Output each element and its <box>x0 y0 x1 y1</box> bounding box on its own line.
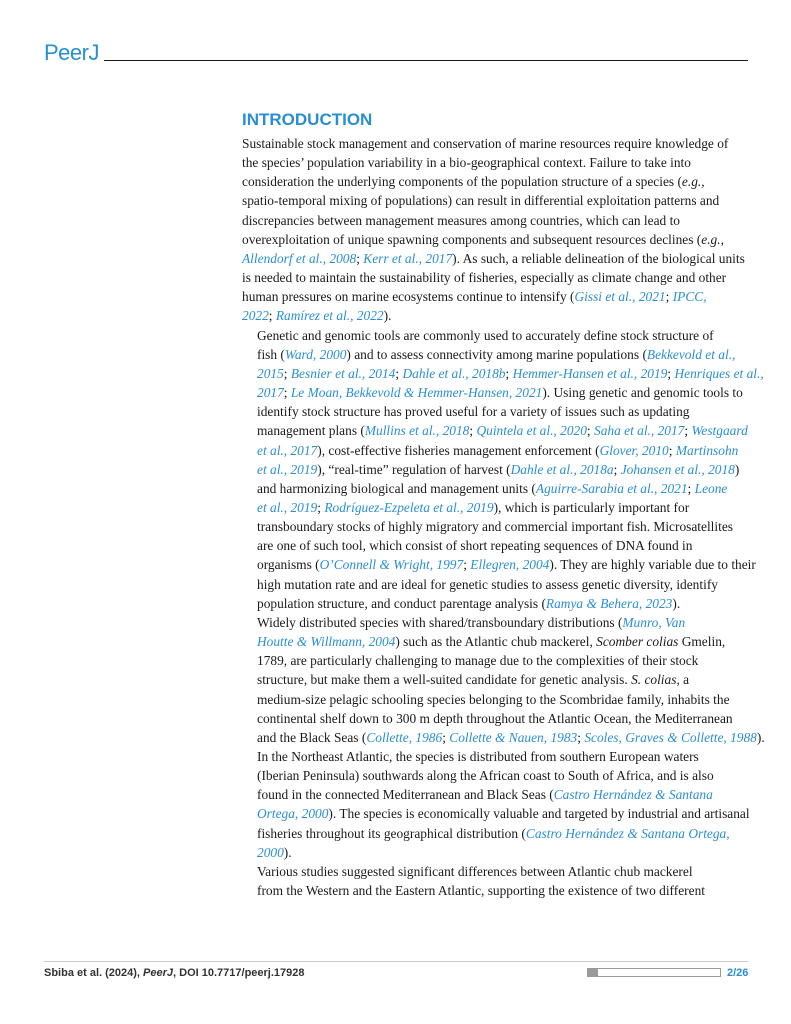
text-line <box>242 326 748 345</box>
citation-link[interactable]: Ortega, 2000 <box>257 806 329 822</box>
text-segment: ; <box>317 499 325 515</box>
citation-link[interactable]: Mullins et al., 2018 <box>364 423 470 439</box>
text-segment: ; <box>577 729 585 745</box>
text-line <box>242 460 748 479</box>
page-number: 2/26 <box>727 967 749 979</box>
text-segment: ; <box>283 365 291 381</box>
text-segment: ). <box>383 308 392 324</box>
citation-link[interactable]: IPCC, <box>672 289 707 305</box>
text-segment: ), “real-time” regulation of harvest ( <box>317 461 511 477</box>
paragraph-4 <box>242 862 748 900</box>
citation-link[interactable]: 2022 <box>242 308 269 324</box>
text-line <box>242 421 748 440</box>
text-segment: ). <box>672 595 681 611</box>
text-segment: are one of such tool, which consist of short repeating sequences of DNA found in <box>257 538 693 554</box>
text-segment: and the Black Seas ( <box>257 729 367 745</box>
text-segment: Various studies suggested significant differences between Atlantic chub mackerel <box>257 863 693 879</box>
section-title: INTRODUCTION <box>242 110 373 129</box>
text-line <box>242 690 748 709</box>
citation-link[interactable]: Allendorf et al., 2008 <box>242 250 357 266</box>
citation-link[interactable]: Rodríguez-Ezpeleta et al., 2019 <box>324 499 494 515</box>
text-segment: medium-size pelagic schooling species belonging to the Scombridae family, inhabits the <box>257 691 730 707</box>
text-line <box>242 862 748 881</box>
text-segment: ), cost-effective fisheries management enforcement ( <box>317 442 600 458</box>
page-progress-fill <box>588 969 598 976</box>
text-segment: In the Northeast Atlantic, the species is distributed from southern European waters <box>257 749 699 764</box>
text-line <box>242 747 748 766</box>
italic-term: e.g. <box>701 231 721 247</box>
text-segment: Gmelin, <box>678 634 726 650</box>
text-segment: fish ( <box>257 346 285 362</box>
citation-link[interactable]: et al., 2017 <box>257 442 318 458</box>
text-line <box>242 230 748 249</box>
text-segment: overexploitation of unique spawning components and subsequent resources declines ( <box>242 231 702 247</box>
text-segment: ; <box>667 365 675 381</box>
citation-link[interactable]: Ward, 2000 <box>284 346 347 362</box>
text-line <box>242 517 748 536</box>
text-segment: ; <box>463 557 471 573</box>
text-line <box>242 632 748 651</box>
citation-link[interactable]: O’Connell & Wright, 1997 <box>319 557 464 573</box>
citation-link[interactable]: 2017 <box>257 385 284 401</box>
text-line <box>242 670 748 689</box>
text-line <box>242 881 748 900</box>
citation-link[interactable]: Collette, 1986 <box>366 729 443 745</box>
text-segment: Genetic and genomic tools are commonly used to accurately define stock structure of <box>257 327 714 343</box>
citation-link[interactable]: Le Moan, Bekkevold & Hemmer-Hansen, 2021 <box>290 385 543 401</box>
citation-link[interactable]: Besnier et al., 2014 <box>290 365 396 381</box>
article-body <box>242 134 765 900</box>
footer-journal: PeerJ <box>143 967 174 979</box>
text-line <box>242 709 748 728</box>
citation-link[interactable]: Dahle et al., 2018a <box>510 461 614 477</box>
citation-link[interactable]: Munro, Van <box>622 614 686 630</box>
text-segment: ; <box>668 442 676 458</box>
text-segment: ; <box>395 365 403 381</box>
citation-link[interactable]: Castro Hernández & Santana Ortega, <box>525 825 730 841</box>
text-segment: organisms ( <box>257 557 320 573</box>
text-line <box>242 134 748 153</box>
citation-link[interactable]: Martinsohn <box>675 442 739 458</box>
text-line <box>242 785 748 804</box>
text-line <box>242 498 748 517</box>
text-line <box>242 441 748 460</box>
footer-authors: Sbiba et al. (2024), <box>44 967 144 979</box>
text-segment: management plans ( <box>257 423 365 439</box>
italic-term: S. colias <box>631 672 677 688</box>
text-line <box>242 613 748 632</box>
text-segment: ; <box>665 289 673 305</box>
citation-link[interactable]: Dahle et al., 2018b <box>402 365 506 381</box>
citation-link[interactable]: 2000 <box>257 844 284 860</box>
text-segment: ; <box>356 250 364 266</box>
footer-rule <box>44 961 748 962</box>
text-segment: consideration the underlying components of the population structure of a species ( <box>242 174 682 190</box>
text-segment: ), which is particularly important for <box>493 499 690 515</box>
citation-link[interactable]: et al., 2019 <box>257 499 318 515</box>
citation-link[interactable]: Westgaard <box>691 423 748 439</box>
text-line <box>242 804 748 823</box>
citation-link[interactable]: Collette & Nauen, 1983 <box>449 729 578 745</box>
text-segment: structure, but make them a well-suited candidate for genetic analysis. <box>257 672 632 688</box>
citation-link[interactable]: Aguirre-Sarabia et al., 2021 <box>535 480 688 496</box>
text-segment: from the Western and the Eastern Atlantic, supporting the existence of two different <box>257 883 705 899</box>
text-line <box>242 211 748 230</box>
text-line <box>242 479 748 498</box>
text-segment: ). As such, a reliable delineation of the biological units <box>452 250 745 266</box>
citation-link[interactable]: Kerr et al., 2017 <box>363 250 453 266</box>
peerj-logo[interactable]: PeerJ <box>44 40 99 65</box>
footer-citation <box>44 967 305 980</box>
citation-link[interactable]: Quintela et al., 2020 <box>476 423 587 439</box>
citation-link[interactable]: Henriques et al., <box>674 365 764 381</box>
citation-link[interactable]: et al., 2019 <box>257 461 318 477</box>
text-line <box>242 766 748 785</box>
text-line <box>242 824 748 843</box>
text-segment: , a <box>676 672 690 688</box>
text-segment: ; <box>283 385 291 401</box>
text-segment: transboundary stocks of highly migratory and commercial important fish. Microsatellites <box>257 519 734 535</box>
text-segment: ; <box>684 423 692 439</box>
text-line <box>242 287 748 306</box>
text-segment: ; <box>469 423 477 439</box>
text-segment: ; <box>442 729 450 745</box>
text-segment: Sustainable stock management and conservation of marine resources require knowledge of <box>242 136 729 151</box>
text-segment: high mutation rate and are ideal for genetic studies to assess genetic diversity, identify <box>257 576 718 592</box>
text-segment: ). The species is economically valuable and targeted by industrial and artisanal <box>328 806 750 822</box>
text-line <box>242 172 748 191</box>
text-line <box>242 843 748 862</box>
text-segment: found in the connected Mediterranean and Black Seas ( <box>257 787 554 803</box>
citation-link[interactable]: Gissi et al., 2021 <box>574 289 666 305</box>
text-line <box>242 594 748 613</box>
italic-term: Scomber colias <box>596 634 679 650</box>
text-segment: , <box>720 231 724 247</box>
text-segment: ) <box>734 461 740 477</box>
text-line <box>242 345 748 364</box>
paragraph-1 <box>242 134 748 326</box>
text-segment: ; <box>613 461 621 477</box>
citation-link[interactable]: Scoles, Graves & Collette, 1988 <box>584 729 757 745</box>
text-segment: 1789, are particularly challenging to manage due to the complexities of their stock <box>257 653 699 669</box>
text-segment: Widely distributed species with shared/transboundary distributions ( <box>257 614 623 630</box>
citation-link[interactable]: Leone <box>694 480 728 496</box>
citation-link[interactable]: Saha et al., 2017 <box>594 423 685 439</box>
text-segment: spatio-temporal mixing of populations) can result in differential exploitation patterns and <box>242 193 720 209</box>
text-line <box>242 383 748 402</box>
text-segment: ; <box>505 365 513 381</box>
header-rule <box>104 60 748 61</box>
text-segment: identify stock structure has proved useful for a variety of issues such as updating <box>257 404 690 420</box>
text-line <box>242 728 765 747</box>
citation-link[interactable]: Hemmer-Hansen et al., 2019 <box>512 365 668 381</box>
text-line <box>242 306 748 325</box>
text-line <box>242 575 748 594</box>
citation-link[interactable]: Castro Hernández & Santana <box>553 787 713 803</box>
text-segment: ). Using genetic and genomic tools to <box>542 385 743 401</box>
text-segment: ). They are highly variable due to their <box>549 557 756 573</box>
text-segment: the species’ population variability in a bio-geographical context. Failure to take into <box>242 155 691 171</box>
citation-link[interactable]: Ramírez et al., 2022 <box>275 308 384 324</box>
text-line <box>242 536 748 555</box>
text-segment: ) such as the Atlantic chub mackerel, <box>395 634 597 650</box>
text-segment: fisheries throughout its geographical distribution ( <box>257 825 526 841</box>
citation-link[interactable]: Glover, 2010 <box>599 442 669 458</box>
text-segment: ; <box>687 480 695 496</box>
text-segment: ). <box>283 844 292 860</box>
italic-term: e.g. <box>681 174 702 190</box>
text-segment: ; <box>268 308 276 324</box>
text-line <box>242 555 756 574</box>
citation-link[interactable]: Ramya & Behera, 2023 <box>545 595 673 611</box>
text-segment: is needed to maintain the sustainability of fisheries, especially as climate change and other <box>242 270 727 286</box>
citation-link[interactable]: Bekkevold et al., <box>646 346 736 362</box>
citation-link[interactable]: 2015 <box>257 365 284 381</box>
text-segment: ). <box>756 729 765 745</box>
text-line <box>242 268 748 287</box>
paragraph-2 <box>242 326 764 613</box>
text-line <box>242 651 748 670</box>
text-segment: ) and to assess connectivity among marine populations ( <box>346 346 647 362</box>
citation-link[interactable]: Ellegren, 2004 <box>470 557 550 573</box>
text-segment: population structure, and conduct parentage analysis ( <box>257 595 546 611</box>
text-segment: ; <box>586 423 594 439</box>
text-line <box>242 249 748 268</box>
text-segment: human pressures on marine ecosystems continue to intensify ( <box>242 289 575 305</box>
footer-doi[interactable]: , DOI 10.7717/peerj.17928 <box>173 967 305 979</box>
text-segment: continental shelf down to 300 m depth throughout the Atlantic Ocean, the Mediterranean <box>257 710 733 726</box>
text-segment: discrepancies between management measures among countries, which can lead to <box>242 212 681 228</box>
citation-link[interactable]: Johansen et al., 2018 <box>620 461 735 477</box>
text-line <box>242 191 748 210</box>
text-segment: (Iberian Peninsula) southwards along the African coast to South of Africa, and is also <box>257 768 714 784</box>
citation-link[interactable]: Houtte & Willmann, 2004 <box>257 634 396 650</box>
page-progress-bar <box>587 968 721 977</box>
text-line <box>242 402 748 421</box>
text-segment: , <box>701 174 705 190</box>
text-line <box>242 364 764 383</box>
text-segment: and harmonizing biological and management units ( <box>257 480 536 496</box>
paragraph-3 <box>242 613 765 862</box>
text-line <box>242 153 748 172</box>
